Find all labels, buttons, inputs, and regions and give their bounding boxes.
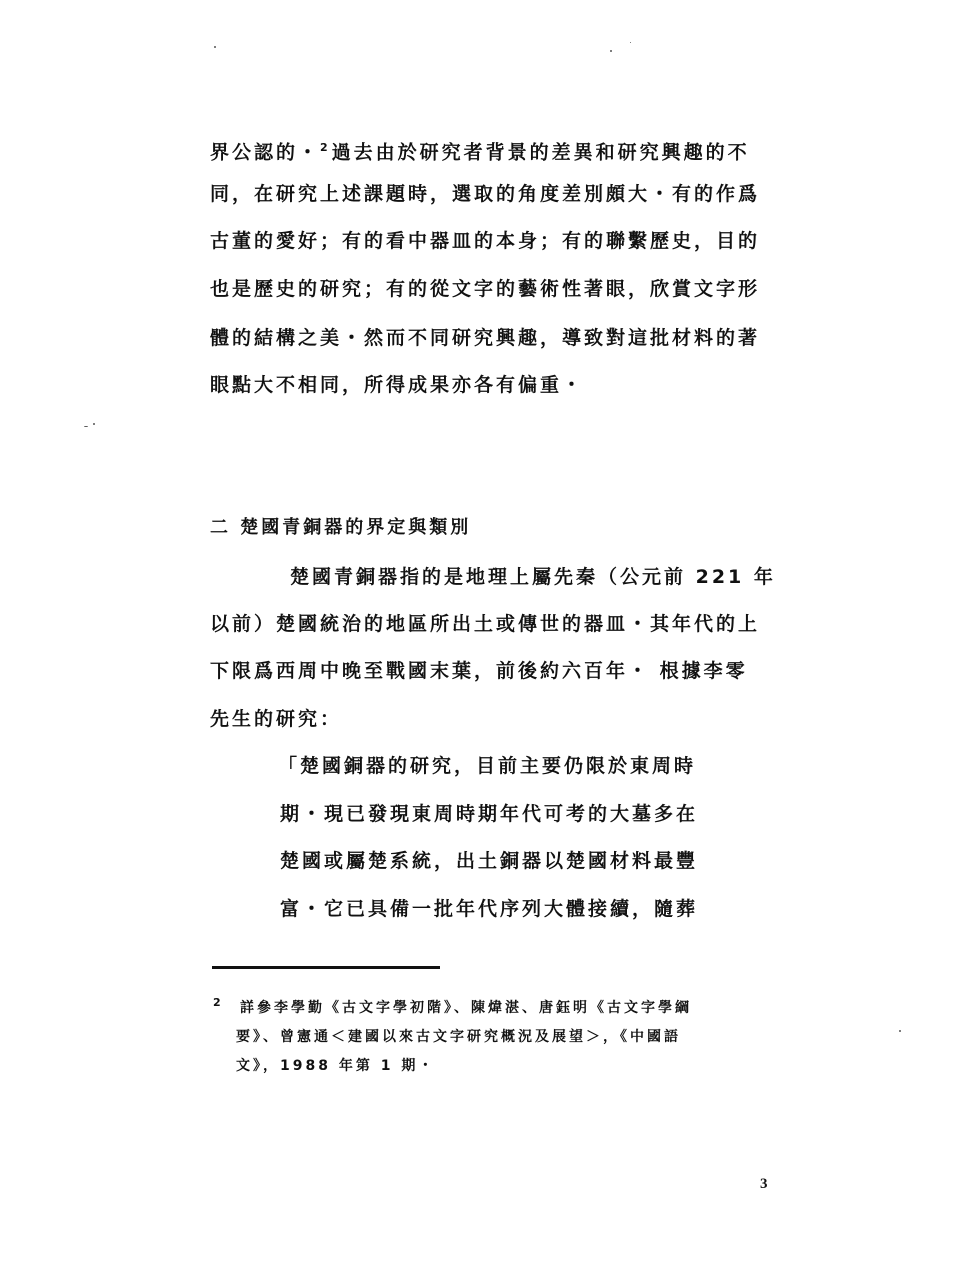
- footnote-separator: [212, 966, 440, 969]
- scan-speck: [84, 426, 88, 427]
- paragraph-line: 以前）楚國統治的地區所出土或傳世的器皿・其年代的上: [210, 613, 761, 635]
- footnote-line: 要》、曾憲通＜建國以來古文字研究概況及展望＞，《中國語: [236, 1029, 681, 1045]
- footnote-reference: 2: [320, 141, 328, 154]
- paragraph-line: 眼點大不相同，所得成果亦各有偏重・: [210, 374, 585, 396]
- paragraph-line: [210, 136, 750, 164]
- paragraph-line-text: 過去由於研究者背景的差異和研究興趣的不: [331, 141, 750, 164]
- quote-line: 富・它已具備一批年代序列大體接續，隨葬: [280, 898, 699, 920]
- footnote-line: 詳參李學勤《古文字學初階》、陳煒湛、唐鈺明《古文字學綱: [240, 1000, 692, 1016]
- footnote-marker: 2: [213, 996, 221, 1009]
- paragraph-line: 古董的愛好；有的看中器皿的本身；有的聯繫歷史，目的: [210, 230, 761, 252]
- paragraph-line: 楚國青銅器指的是地理上屬先秦（公元前 221 年: [290, 566, 776, 588]
- paragraph-line: 體的結構之美・然而不同研究興趣，導致對這批材料的著: [210, 327, 761, 349]
- paragraph-line: 也是歷史的研究；有的從文字的藝術性著眼，欣賞文字形: [210, 278, 761, 300]
- paragraph-line: 先生的研究：: [210, 708, 343, 730]
- scan-speck: [610, 50, 612, 52]
- scan-speck: [899, 1030, 901, 1032]
- scan-speck: [214, 46, 216, 48]
- quote-line: 楚國或屬楚系統，出土銅器以楚國材料最豐: [280, 850, 699, 872]
- footnote-line: 文》，1988 年第 1 期・: [236, 1058, 436, 1074]
- paragraph-line-text: 界公認的・: [210, 141, 321, 164]
- quote-line: 期・現已發現東周時期年代可考的大墓多在: [280, 803, 699, 825]
- paragraph-line: 同，在研究上述課題時，選取的角度差別頗大・有的作爲: [210, 183, 761, 205]
- paragraph-line: 下限爲西周中晚至戰國末葉，前後約六百年・ 根據李零: [210, 660, 748, 682]
- section-heading: 二 楚國青銅器的界定與類別: [210, 517, 472, 538]
- scan-speck: [93, 423, 95, 425]
- quote-line: 「楚國銅器的研究，目前主要仍限於東周時: [278, 755, 697, 777]
- page-number: 3: [760, 1176, 768, 1192]
- scan-speck: [630, 42, 631, 43]
